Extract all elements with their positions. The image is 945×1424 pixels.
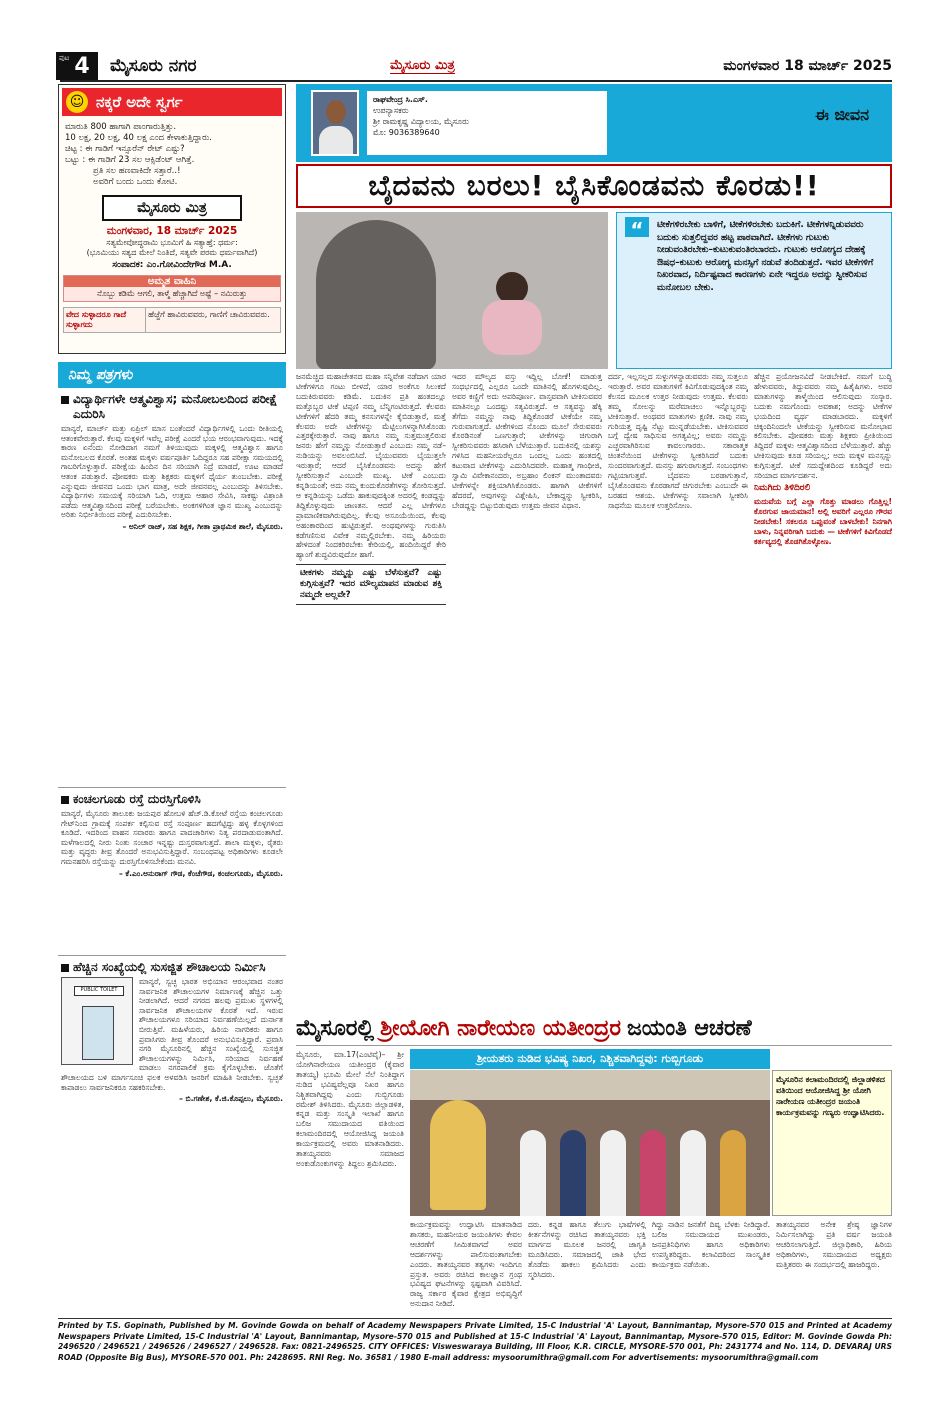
public-toilet-illustration — [61, 977, 133, 1065]
question-box: ಟೀಕಗಳು ನಮ್ಮನ್ನು ಎಷ್ಟು ಬೆಳೆಸುತ್ತವೆ? ಎಷ್ಟು ಕುಗ್ಗಿಸುತ್ತವೆ? ಇದರ ಮೌಲ್ಯಮಾಪನ ಮಾಡುವ ಶಕ್ತಿ ನಮ್ಮದೇ ಅಲ್ಲವೇ? — [296, 564, 446, 605]
page-number: 4 — [74, 53, 90, 79]
article-text: ಇದರ ಮೌಲ್ಯದ ವಸ್ತು ಇದ್ದಿಲ್ಲ ಬೋಕೆ! ಮಾಡುತ್ತ ಸಂಧರ್ಭದಲ್ಲಿ ಎಲ್ಲರೂ ಒಂದೇ ಮಾತಿನಲ್ಲಿ ಹೊಗಳುವುದಿಲ್ಲ. ಅವರ ಕಣ್ಣಿಗೆ ಅದು ಅಪರಿಪೂರ್ಣ. ವಾಸ್ತವವಾಗಿ ಟೀಕಿಸುವವರ ಮಾತಿನಲ್ಲೂ ಒಂದಷ್ಟು ಸತ್ಯವಿರುತ್ತದೆ. ಆ ಸತ್ಯವನ್ನು ಹೆಕ್ಕಿ ತೆಗೆದು ನಮ್ಮನ್ನು ನಾವು ತಿದ್ದಿಕೊಂಡರೆ ಟೀಕೆಯೇ ನಮ್ಮ ಗುರುವಾಗುತ್ತದೆ. ಟೀಕೆಗಳಿಂದ ನೊಂದು ಮೂಲೆ ಸೇರುವವರು ಕೊರಡಿನಂತೆ ಒಣಗುತ್ತಾರೆ; ಟೀಕೆಗಳನ್ನು ಚಿಗುರಾಗಿ ಸ್ವೀಕರಿಸುವವರು ಹಸಿರಾಗಿ ಬೆಳೆಯುತ್ತಾರೆ. ಬದುಕಿನಲ್ಲಿ ಯಶಸ್ಸು ಗಳಿಸಿದ ಮಹನೀಯರೆಲ್ಲರೂ ಒಂದಲ್ಲ ಒಂದು ಹಂತದಲ್ಲಿ ಕಟುವಾದ ಟೀಕೆಗಳನ್ನು ಎದುರಿಸಿದವರೇ. ಮಹಾತ್ಮ ಗಾಂಧೀಜಿ, ಸ್ವಾಮಿ ವಿವೇಕಾನಂದರು, ಅಬ್ರಹಾಂ ಲಿಂಕನ್ ಮುಂತಾದವರು ಟೀಕೆಗಳನ್ನೇ ಶಕ್ತಿಯಾಗಿಸಿಕೊಂಡರು. ಹಾಗಾಗಿ ಟೀಕೆಗಳಿಗೆ ಹೆದರದೆ, ಅವುಗಳನ್ನು ವಿಶ್ಲೇಷಿಸಿ, ಬೇಕಾದ್ದನ್ನು ಸ್ವೀಕರಿಸಿ, ಬೇಡದ್ದನ್ನು ಬಿಟ್ಟುಬಿಡುವುದು ಉತ್ತಮ ಜೀವನ ವಿಧಾನ. — [452, 372, 602, 510]
joke-box — [58, 84, 286, 354]
article-column-3 — [608, 372, 748, 1008]
laughing-face-icon: ☺ — [66, 91, 88, 113]
issue-date: ಮಂಗಳವಾರ 18 ಮಾರ್ಚ್ 2025 — [723, 58, 892, 74]
story-column-1 — [296, 1050, 404, 1312]
motto — [59, 238, 285, 258]
joke-header — [62, 88, 282, 116]
letter-headline — [61, 792, 283, 807]
letter-body: ಮಾನ್ಯರೆ, ಮಾರ್ಚ್ ಮತ್ತು ಏಪ್ರಿಲ್ ಮಾಸ ಬಂತೆಂದರೆ ವಿದ್ಯಾರ್ಥಿಗಳಲ್ಲಿ ಒಂದು ರೀತಿಯಲ್ಲಿ ಆತಂಕವೇರುತ್ತಾರೆ. ಕೆಲವು ಮಕ್ಕಳಿಗೆ ಇವೆಲ್ಲ ಪರೀಕ್ಷೆ ಎಂದರೆ ಭಯ ಆರಂಭವಾಗುವುದು. ಇದಕ್ಕೆ ಕಾರಣ ಏನೆಂದು ನೋಡಿದಾಗ ನಮಗೆ ತಿಳಿಯುವುದು ಮಕ್ಕಳಲ್ಲಿ ಆತ್ಮವಿಶ್ವಾಸ ಹಾಗೂ ಮನೋಬಲದ ಕೊರತೆ. ಅಂತಹ ಮಕ್ಕಳು ವರ್ಷಪೂರ್ತಿ ಓದಿದ್ದರೂ ಸಹ ಪರೀಕ್ಷಾ ಸಮಯದಲ್ಲಿ ಗಾಬರಿಗೊಳ್ಳುತ್ತಾರೆ. ಪರೀಕ್ಷೆಯ ಹಿಂದಿನ ದಿನ ಸರಿಯಾಗಿ ನಿದ್ರೆ ಮಾಡದೆ, ಊಟ ಮಾಡದೆ ಆತಂಕ ಪಡುತ್ತಾರೆ. ಪೋಷಕರು ಮತ್ತು ಶಿಕ್ಷಕರು ಮಕ್ಕಳಿಗೆ ಧೈರ್ಯ ತುಂಬಬೇಕು. ಪರೀಕ್ಷೆ ಎನ್ನುವುದು ಜೀವನದ ಒಂದು ಭಾಗ ಮಾತ್ರ, ಅದೇ ಜೀವನವಲ್ಲ ಎಂಬುದನ್ನು ತಿಳಿಸಬೇಕು. ವಿದ್ಯಾರ್ಥಿಗಳು ಸಮಯಕ್ಕೆ ಸರಿಯಾಗಿ ಓದಿ, ಉತ್ತಮ ಆಹಾರ ಸೇವಿಸಿ, ಸಾಕಷ್ಟು ವಿಶ್ರಾಂತಿ ಪಡೆದು ಆತ್ಮವಿಶ್ವಾಸದಿಂದ ಪರೀಕ್ಷೆ ಬರೆಯಬೇಕು. ಅಂಕಗಳಿಗಿಂತ ಜ್ಞಾನ ಮುಖ್ಯ ಎಂಬುದನ್ನು ಅರಿತು ನಿರ್ಭೀತಿಯಿಂದ ಪರೀಕ್ಷೆ ಎದುರಿಸಬೇಕು. — [61, 424, 283, 520]
headline-part: ಮೈಸೂರಲ್ಲಿ — [296, 1016, 375, 1041]
pull-quote — [616, 212, 892, 369]
story-headline — [296, 1012, 892, 1046]
joke-line: 10 ಲಕ್ಷ, 20 ಲಕ್ಷ, 40 ಲಕ್ಷ ಎಂದ ಕೇಳಾಕುತ್ತಿದ್ದಾರು. — [65, 133, 212, 143]
headline-part: ಜಯಂತಿ ಆಚರಣೆ — [626, 1016, 752, 1041]
proverb-box — [63, 307, 281, 333]
paper-logo: ಮೈಸೂರು ಮಿತ್ರ — [102, 195, 242, 221]
feature-headline: ಬೈದವನು ಬರಲು! ಬೈಸಿಕೊಂಡವನು ಕೊರಡು!! — [296, 164, 892, 208]
column-name: ಈ ಜೀವನ — [815, 105, 869, 124]
letter-headline — [61, 960, 283, 975]
motto-line: (ಭೂಮಿಯು ಸತ್ಯದ ಮೇಲೆ ನಿಂತಿದೆ, ಸತ್ಯವೇ ಪರಮ ಧರ್ಮವಾಗಿದೆ) — [86, 248, 258, 257]
column-subhead: ನಿಮಗಿದು ತಿಳಿದಿರಲಿ — [754, 482, 811, 493]
author-body — [319, 126, 353, 154]
story-column-2 — [410, 1220, 522, 1314]
story-text: ಗಿದ್ದು ನಾಡಿನ ಜನತೆಗೆ ದಿವ್ಯ ಬೆಳಕು ನೀಡಿದ್ದಾರೆ. ಬಲಿಜ ಸಮುದಾಯದ ಮುಖಂಡರು, ಜನಪ್ರತಿನಿಧಿಗಳು ಹಾಗೂ ಅಧಿಕಾರಿಗಳು ಉಪಸ್ಥಿತರಿದ್ದರು. ಕಲಾವಿದರಿಂದ ಸಾಂಸ್ಕೃತಿಕ ಕಾರ್ಯಕ್ರಮ ನಡೆಯಿತು. — [652, 1220, 770, 1269]
author-card — [367, 91, 607, 155]
imprint-footer: Printed by T.S. Gopinath, Published by M. Govinde Gowda on behalf of Academy Newspapers Private Limited, 15-C Industrial 'A' Layout, Bannimantap, Mysore-570 015 and Printed at Academy Newspapers Private Limited, 15-C Industrial 'A' Layout, Bannimantap, Mysore-570 015 and Published at 15-C Industrial 'A' Layout, Bannimantap, Mysore-570 015, Editor: M. Govinde Gowda Ph: 2496520 / 2496521 / 2496526 / 2496527 / 2496528. Fax: 0821-2496525. CITY OFFICES: Visweswaraya Building, III Floor, K.R. CIRCLE, MYSORE-570 001, Ph: 2431774 and No. 114, D. DEVARAJ URS ROAD (Opposite Big Bus), MYSORE-570 001. Ph: 2428695. RNI Reg. No. 36581 / 1980 E-mail address: mysoorumithra@gmail.com For advertisements: mysoorumithra@gmail.com — [58, 1318, 892, 1363]
story-text: ದರು. ಕನ್ನಡ ಹಾಗೂ ತೆಲುಗು ಭಾಷೆಗಳಲ್ಲಿ ಕೀರ್ತನೆಗಳನ್ನು ರಚಿಸಿದ ತಾತಯ್ಯನವರು ಭಕ್ತಿ ಮಾರ್ಗದ ಮೂಲಕ ಜನರಲ್ಲಿ ಜಾಗೃತಿ ಮೂಡಿಸಿದರು. ಸಮಾಜದಲ್ಲಿ ಜಾತಿ ಭೇದ ತೊಡೆದು ಹಾಕಲು ಶ್ರಮಿಸಿದರು ಎಂದು ಸ್ಮರಿಸಿದರು. — [528, 1220, 646, 1279]
sad-girl-illustration — [296, 212, 608, 369]
person-figure — [640, 1130, 666, 1216]
proverb-text: ಹೆಜ್ಜೆಗೆ ಹಾವಿರುವವರು, ಗಾಣಿಗೆ ಚಾವಿರುವವರು. — [148, 310, 270, 319]
shadow-figure — [316, 220, 436, 369]
idol-figure — [430, 1100, 486, 1210]
letter-signature: – ಕೆ.ಎಂ.ಅನುರಾಗ್ ಗೌಡ, ಕೆಂಚೆಗೌಡ, ಕಂಚಲಗೂಡು, ಮೈಸೂರು. — [118, 868, 283, 878]
letter-title: ವಿದ್ಯಾರ್ಥಿಗಳೇ ಆತ್ಮವಿಶ್ವಾಸ; ಮನೋಬಲದಿಂದ ಪರೀಕ್ಷೆ ಎದುರಿಸಿ — [73, 392, 278, 421]
letter-item — [58, 788, 286, 956]
person-figure — [560, 1130, 586, 1216]
letter-title: ಹೆಚ್ಚಿನ ಸಂಖ್ಯೆಯಲ್ಲಿ ಸುಸಜ್ಜಿತ ಶೌಚಾಲಯ ನಿರ್ಮಿಸಿ — [73, 960, 266, 974]
joke-line: ಪ್ರತಿ ಸಲ ಹಣವಾಕಿದೇ ಸತ್ತಾರೆ..! — [93, 166, 181, 176]
proverb-label: ವೇದ ಸುಳ್ಳಾದರೂ ಗಾದೆ ಸುಳ್ಳಾಗದು — [64, 308, 146, 332]
bullet-square-icon — [61, 796, 69, 804]
event-photo — [410, 1070, 770, 1216]
joke-line: ಚಿಟ್ಟ : ಈ ಗಾಡಿಗೆ ಇನ್ಸೂರೆನ್ ರೇಟ್ ಎಷ್ಟು? — [65, 144, 185, 154]
person-figure — [520, 1130, 546, 1216]
letter-signature: – ಅನಿಲ್ ರಾಜ್, ಸಹ ಶಿಕ್ಷಕ, ಗೀತಾ ಪ್ರಾಥಮಿಕ ಶಾಲೆ, ಮೈಸೂರು. — [122, 521, 283, 531]
joke-line: ಅವರಿಗೆ ಬಂದು ಒಂದು ಕೋಟಿ. — [93, 177, 178, 187]
letter-body: ಮಾನ್ಯರೆ, ಸ್ವಚ್ಛ ಭಾರತ ಅಭಿಯಾನ ಆರಂಭವಾದ ನಂತರ ಸಾರ್ವಜನಿಕ ಶೌಚಾಲಯಗಳ ನಿರ್ಮಾಣಕ್ಕೆ ಹೆಚ್ಚಿನ ಒತ್ತು ನೀಡಲಾಗಿದೆ. ಆದರೆ ನಗರದ ಹಲವು ಪ್ರಮುಖ ಸ್ಥಳಗಳಲ್ಲಿ ಸಾರ್ವಜನಿಕ ಶೌಚಾಲಯಗಳ ಕೊರತೆ ಇದೆ. ಇರುವ ಶೌಚಾಲಯಗಳೂ ಸರಿಯಾದ ನಿರ್ವಹಣೆಯಿಲ್ಲದೆ ದುರ್ನಾತ ಬೀರುತ್ತಿವೆ. ಮಹಿಳೆಯರು, ಹಿರಿಯ ನಾಗರಿಕರು ಹಾಗೂ ಪ್ರವಾಸಿಗರು ತೀವ್ರ ತೊಂದರೆ ಅನುಭವಿಸುತ್ತಿದ್ದಾರೆ. ಪ್ರವಾಸಿ ನಗರಿ ಮೈಸೂರಿನಲ್ಲಿ ಹೆಚ್ಚಿನ ಸಂಖ್ಯೆಯಲ್ಲಿ ಸುಸಜ್ಜಿತ ಶೌಚಾಲಯಗಳನ್ನು ನಿರ್ಮಿಸಿ, ಸರಿಯಾದ ನಿರ್ವಹಣೆ ಮಾಡಲು ನಗರಪಾಲಿಕೆ ಕ್ರಮ ಕೈಗೊಳ್ಳಬೇಕು. ಜೊತೆಗೆ ಶೌಚಾಲಯದ ಬಳಿ ಮಾರ್ಗಸೂಚಿ ಫಲಕ ಅಳವಡಿಸಿ ಜನರಿಗೆ ಮಾಹಿತಿ ನೀಡಬೇಕು. ಸ್ವಚ್ಛತೆ ಕಾಪಾಡಲು ಸಾರ್ವಜನಿಕರೂ ಸಹಕರಿಸಬೇಕು. — [61, 977, 283, 1092]
quote-text: ನೊಬ್ಬು ಕಡಿಮೆ ಆಗಲಿ, ತಾಳ್ಮೆ ಹೆಚ್ಚಾಗಿದೆ ಅಷ್ಟೆ – ನಮಿರುತ್ತು — [97, 289, 247, 298]
feature-header — [296, 84, 892, 162]
article-text: ಹೆಚ್ಚಿನ ಪ್ರಯೋಜನವಿದೆ ನೀಡಬೇಕಿದೆ. ನಮಗೆ ಬುದ್ಧಿ ಹೇಳುವವರು, ತಿದ್ದುವವರು ನಮ್ಮ ಹಿತೈಷಿಗಳು. ಅವರ ಮಾತುಗಳನ್ನು ತಾಳ್ಮೆಯಿಂದ ಆಲಿಸುವುದು ಸಂಸ್ಕಾರ. ಬದುಕು ನಮಗೊಂದು ಅವಕಾಶ; ಅದನ್ನು ಟೀಕೆಗಳ ಭಯದಿಂದ ವ್ಯರ್ಥ ಮಾಡಬಾರದು. ಮಕ್ಕಳಿಗೆ ಚಿಕ್ಕಂದಿನಿಂದಲೇ ಟೀಕೆಯನ್ನು ಸ್ವೀಕರಿಸುವ ಮನೋಭಾವ ಕಲಿಸಬೇಕು. ಪೋಷಕರು ಮತ್ತು ಶಿಕ್ಷಕರು ಪ್ರೀತಿಯಿಂದ ತಿದ್ದಿದರೆ ಮಕ್ಕಳು ಆತ್ಮವಿಶ್ವಾಸದಿಂದ ಬೆಳೆಯುತ್ತಾರೆ. ಹೆಚ್ಚು ಟೀಕಿಸುವುದು ಕೂಡ ಸರಿಯಲ್ಲ; ಅದು ಮಕ್ಕಳ ಮನಸ್ಸನ್ನು ಕುಗ್ಗಿಸುತ್ತದೆ. ಟೀಕೆ ಸದುದ್ದೇಶದಿಂದ ಕೂಡಿದ್ದರೆ ಅದು ಸರಿಯಾದ ಮಾರ್ಗದರ್ಶನ. — [754, 372, 892, 481]
article-column-4 — [754, 372, 892, 1008]
girl-body — [482, 300, 542, 355]
photo-caption: ಮೈಸೂರಿನ ಕಲಾಮಂದಿರದಲ್ಲಿ ಜಿಲ್ಲಾಡಳಿತದ ವತಿಯಿಂದ ಆಯೋಜಿಸಿದ್ದ ಶ್ರೀ ಯೋಗಿ ನಾರೇಯಣ ಯತೀಂದ್ರರ ಜಯಂತಿ ಕಾರ್ಯಕ್ರಮವನ್ನು ಗಣ್ಯರು ಉದ್ಘಾಟಿಸಿದರು. — [772, 1070, 892, 1216]
headline-highlight: ಶ್ರೀಯೋಗಿ ನಾರೇಯಣ ಯತೀಂದ್ರರ — [380, 1016, 621, 1041]
quote-box — [63, 275, 281, 302]
highlight-text: ಮದುವೆಯ ಬಗ್ಗೆ ಎಲ್ಲಾ ಗೊತ್ತು ಮಾಡಲು ಗೊತ್ತಿಲ್ಲ! ಕೊರಗುವ ಜಾಯಮಾನ! ಅಲ್ಲಿ ಅವರಿಗೆ ಎಲ್ಲರೂ ಗೌರವ ನೀಡಬೇಕು! ಸಕಲರೂ ಒಪ್ಪುವಂತೆ ಬಾಳಬೇಕು! ನಿನಗಾಗಿ ಬಾಳು, ನಿನ್ನವರಿಗಾಗಿ ಬದುಕು — ಟೀಕೆಗಳಿಗೆ ಕಿವಿಗೊಡದೆ ಕರ್ತವ್ಯದಲ್ಲಿ ತೊಡಗಿಕೊಳ್ಳೋಣ. — [754, 496, 892, 546]
publication-date: ಮಂಗಳವಾರ, 18 ಮಾರ್ಚ್ 2025 — [106, 225, 238, 237]
author-head — [326, 100, 346, 124]
editor-line: ಸಂಪಾದಕ: ಎಂ.ಗೋವಿಂದೇಗೌಡ M.A. — [112, 260, 232, 270]
joke-text — [59, 119, 285, 191]
article-column-2 — [452, 372, 602, 1008]
page-number-badge — [56, 52, 98, 80]
left-column — [58, 84, 286, 1256]
author-org: ಶ್ರೀ ರಾಮಕೃಷ್ಣ ವಿದ್ಯಾಲಯ, ಮೈಸೂರು — [373, 117, 469, 126]
letter-headline — [61, 392, 283, 422]
letter-signature: – ಬಿ.ಗಣೇಶ, ಕೆ.ಜಿ.ಕೊಪ್ಪಲು, ಮೈಸೂರು. — [179, 1094, 283, 1104]
author-name: ರಾಘವೇಂದ್ರ ಸಿ.ಎಸ್. — [373, 95, 428, 104]
article-text: ದರ್ದ, ಇಲ್ಲಸಲ್ಲದ ಸುಳ್ಳುಗಳನ್ನಾಡುವವರು ನಮ್ಮ ಸುತ್ತಲೂ ಇರುತ್ತಾರೆ. ಅವರ ಮಾತುಗಳಿಗೆ ಕಿವಿಗೊಡುವುದಕ್ಕಿಂತ ನಮ್ಮ ಕೆಲಸದ ಮೂಲಕ ಉತ್ತರ ನೀಡುವುದು ಉತ್ತಮ. ಕೆಲವರು ತಮ್ಮ ಸೋಲನ್ನು ಮರೆಮಾಚಲು ಇನ್ನೊಬ್ಬರನ್ನು ಟೀಕಿಸುತ್ತಾರೆ. ಅಂಥವರ ಮಾತುಗಳು ಕ್ಷಣಿಕ. ನಾವು ನಮ್ಮ ಗುರಿಯತ್ತ ದೃಷ್ಟಿ ನೆಟ್ಟು ಮುನ್ನಡೆಯಬೇಕು. ಟೀಕಿಸುವವರ ಬಗ್ಗೆ ದ್ವೇಷ ಸಾಧಿಸುವ ಅಗತ್ಯವಿಲ್ಲ; ಅವರು ನಮ್ಮನ್ನು ಎಚ್ಚರವಾಗಿರಿಸುವ ಕಾವಲುಗಾರರು. ಸಕಾರಾತ್ಮಕ ಚಿಂತನೆಯಿಂದ ಟೀಕೆಗಳನ್ನು ಸ್ವೀಕರಿಸಿದರೆ ಬದುಕು ಸುಂದರವಾಗುತ್ತದೆ. ಮನಸ್ಸು ಹಗುರಾಗುತ್ತದೆ. ಸಂಬಂಧಗಳು ಗಟ್ಟಿಯಾಗುತ್ತವೆ. ಬೈದವನು ಬರಡಾಗುತ್ತಾನೆ, ಬೈಸಿಕೊಂಡವನು ಕೊರಡಾಗದೆ ಚಿಗುರಬೇಕು ಎಂಬುದೇ ಈ ಬರಹದ ಆಶಯ. ಟೀಕೆಗಳನ್ನು ಸವಾಲಾಗಿ ಸ್ವೀಕರಿಸಿ ಸಾಧನೆಯ ಮೂಲಕ ಉತ್ತರಿಸೋಣ. — [608, 372, 748, 510]
letters-title: ನಿಮ್ಮ ಪತ್ರಗಳು — [68, 367, 133, 383]
person-figure — [680, 1130, 706, 1216]
letter-item — [58, 956, 286, 1256]
motto-line: ಸತ್ಯಮೇವೋದ್ಧರಾಮಿ ಭೂಮಿಗೆ ಹಿ ಸತ್ಯಾಹ್ತೆ: ಧರ್ಮ: — [106, 238, 238, 247]
author-role: ಉಪನ್ಯಾಸಕರು — [373, 106, 409, 115]
pull-quote-text: ಟೀಕೆಗಳಿರಬೇಕು ಬಾಳಿಗೆ, ಟೀಕೆಗಳಿರಬೇಕು ಬದುಕಿಗೆ. ಟೀಕೆಗಳನ್ನಿಡುವವರು ಬದುಕು ಸುತ್ತಲಿದ್ದವರ ಹಟ್ಟ ಪಾಠವಾಗಿದೆ. ಟೀಕೆಗಳು ಗುಟುಕು ನೀಡುವಂತಿರಬೇಕು–ಕುಟುಕುವಂತಿರಬಾರದು. ಗುಟುಕು ಆರೋಗ್ಯದ ದೇಹಕ್ಕೆ ಔಷಧ–ಕುಟುಕು ಆರೋಗ್ಯ ಮನಸ್ಸಿಗೆ ನಡುವೆ ತಂದಿಡುತ್ತದೆ. ಇವರ ಟೀಕೆಗಳಿಗೆ ನಿಖರವಾದ, ನಿರ್ದಿಷ್ಟವಾದ ಕಾರಣಗಳು ಏನೇ ಇದ್ದರೂ ಅದನ್ನು ಸ್ವೀಕರಿಸುವ ಮನೋಬಲ ಬೇಕು. — [657, 220, 874, 293]
page-label: ಪುಟ — [59, 54, 70, 62]
story-text: ತಾತಯ್ಯನವರ ಅನೇಕ ಶ್ರೇಷ್ಠ ಜ್ಞಾನಿಗಳ ನಿರ್ಮಿಸಲಾಗಿದ್ದು ಪ್ರತಿ ವರ್ಷ ಜಯಂತಿ ಆಚರಿಸಲಾಗುತ್ತಿದೆ. ಜಿಲ್ಲಾಧಿಕಾರಿ, ಹಿರಿಯ ಅಧಿಕಾರಿಗಳು, ಸಮುದಾಯದ ಅಧ್ಯಕ್ಷರು ಮತ್ತಿತರರು ಈ ಸಂದರ್ಭದಲ್ಲಿ ಹಾಜರಿದ್ದರು. — [776, 1220, 892, 1269]
story-text: ಮೈಸೂರು, ಮಾ.17(ಎಂಟಿವೈ)– ಶ್ರೀ ಯೋಗಿನಾರೇಯಣ ಯತೀಂದ್ರರ (ಕೈವಾರ ತಾತಯ್ಯ) ಭೂಮಿ ಮೇಲೆ ನೆಲೆ ನಿಂತಿದ್ದಾಗ ನುಡಿದ ಭವಿಷ್ಯವೆಲ್ಲವೂ ನಿಖರ ಹಾಗೂ ನಿಶ್ಚಿತವಾಗಿದ್ದವು ಎಂದು ಗುಬ್ಬಿಗೂಡು ರಮೇಶ್ ತಿಳಿಸಿದರು. ಮೈಸೂರು ಜಿಲ್ಲಾಡಳಿತ, ಕನ್ನಡ ಮತ್ತು ಸಂಸ್ಕೃತಿ ಇಲಾಖೆ ಹಾಗೂ ಬಲಿಜ ಸಮುದಾಯದ ವತಿಯಿಂದ ಕಲಾಮಂದಿರದಲ್ಲಿ ಆಯೋಜಿಸಿದ್ದ ಜಯಂತಿ ಕಾರ್ಯಕ್ರಮದಲ್ಲಿ ಅವರು ಮಾತನಾಡಿದರು. ತಾತಯ್ಯನವರು ಸಮಾಜದ ಅಂಕುಡೊಂಕುಗಳನ್ನು ತಿದ್ದಲು ಶ್ರಮಿಸಿದರು. — [296, 1050, 404, 1168]
author-photo — [311, 90, 359, 156]
article-column-1 — [296, 372, 446, 1008]
article-text: ಜನಮೆಚ್ಚಿದ ಮಹಾಚೇತನದ ಮಹಾ ಸನ್ನಿವೇಶ ನಡೆದಾಗ ಯಾರ ಟೀಕೆಗಳಿಗೂ ಗಂಟು ಬೀಳದೆ, ಯಾರ ಅಂಕೆಗೂ ಸಿಲುಕದೆ ಬದುಕಿರುವವರು ಕಡಿಮೆ. ಬದುಕಿನ ಪ್ರತಿ ಹಂತದಲ್ಲೂ ಮತ್ತೊಬ್ಬರ ಟೀಕೆ ಟಿಪ್ಪಣಿ ನಮ್ಮ ಬೆನ್ನಿಗಂಟಿರುತ್ತದೆ. ಕೆಲವರು ಟೀಕೆಗಳಿಗೆ ಹೆದರಿ ತಮ್ಮ ಕನಸುಗಳನ್ನೇ ಕೈಬಿಡುತ್ತಾರೆ, ಮತ್ತೆ ಕೆಲವರು ಅದೇ ಟೀಕೆಗಳನ್ನು ಮೆಟ್ಟಿಲುಗಳನ್ನಾಗಿಸಿಕೊಂಡು ಎತ್ತರಕ್ಕೇರುತ್ತಾರೆ. ನಾವು ಹಾಗೂ ನಮ್ಮ ಸುತ್ತಮುತ್ತಲಿರುವ ಜನರು ಹೇಗೆ ನಮ್ಮನ್ನು ನೋಡುತ್ತಾರೆ ಎಂಬುದು ನಮ್ಮ ನಡೆ–ನುಡಿಯನ್ನು ಅವಲಂಬಿಸಿದೆ. ಬೈಯುವವರು ಬೈಯುತ್ತಲೇ ಇರುತ್ತಾರೆ; ಆದರೆ ಬೈಸಿಕೊಂಡವನು ಅದನ್ನು ಹೇಗೆ ಸ್ವೀಕರಿಸುತ್ತಾನೆ ಎಂಬುದೇ ಮುಖ್ಯ. ಟೀಕೆ ಎಂಬುದು ಕನ್ನಡಿಯಂತೆ; ಅದು ನಮ್ಮ ಕುಂದುಕೊರತೆಗಳನ್ನು ತೋರಿಸುತ್ತದೆ. ಆ ಕನ್ನಡಿಯನ್ನು ಒಡೆದು ಹಾಕುವುದಕ್ಕಿಂತ ಅದರಲ್ಲಿ ಕಂಡದ್ದನ್ನು ತಿದ್ದಿಕೊಳ್ಳುವುದು ಜಾಣತನ. ಆದರೆ ಎಲ್ಲ ಟೀಕೆಗಳೂ ಪ್ರಾಮಾಣಿಕವಾಗಿರುವುದಿಲ್ಲ. ಕೆಲವು ಅಸೂಯೆಯಿಂದ, ಕೆಲವು ಅಹಂಕಾರದಿಂದ ಹುಟ್ಟಿರುತ್ತವೆ. ಅಂಥವುಗಳನ್ನು ಗುರುತಿಸಿ ಕಡೆಗಣಿಸುವ ವಿವೇಕ ನಮ್ಮಲ್ಲಿರಬೇಕು. ನಮ್ಮ ಹಿರಿಯರು ಹೇಳಿದಂತೆ ನಿಂದಕರಿರಬೇಕು ಕೇರಿಯಲ್ಲಿ, ಹಂದಿಯಿದ್ದರೆ ಕೇರಿ ಹ್ಯಾಂಗೆ ಶುದ್ಧವಿರುವುದೋ ಹಾಗೆ. — [296, 372, 446, 560]
masthead — [60, 52, 892, 82]
person-figure — [600, 1130, 626, 1216]
stage-banner — [410, 1070, 770, 1100]
quote-mark-icon: “ — [625, 217, 649, 237]
joke-title: ನಕ್ಕರೆ ಅದೇ ಸ್ವರ್ಗ — [96, 93, 183, 111]
section-name: ಮೈಸೂರು ನಗರ — [110, 56, 197, 76]
quote-title: ಅಮೃತ ವಾಹಿನಿ — [64, 276, 280, 287]
story-text: ಕಾರ್ಯಕ್ರಮವನ್ನು ಉದ್ಘಾಟಿಸಿ ಮಾತನಾಡಿದ ಶಾಸಕರು, ಮಹನೀಯರ ಜಯಂತಿಗಳು ಕೇವಲ ಆಚರಣೆಗೆ ಸೀಮಿತವಾಗದೆ ಅವರ ಆದರ್ಶಗಳನ್ನು ಪಾಲಿಸುವಂತಾಗಬೇಕು ಎಂದರು. ತಾತಯ್ಯನವರ ತತ್ವಗಳು ಇಂದಿಗೂ ಪ್ರಸ್ತುತ. ಅವರು ರಚಿಸಿದ ಕಾಲಜ್ಞಾನ ಗ್ರಂಥ ಭವಿಷ್ಯದ ಘಟನೆಗಳನ್ನು ಸ್ಪಷ್ಟವಾಗಿ ವಿವರಿಸಿದೆ. ರಾಜ್ಯ ಸರ್ಕಾರ ಕೈವಾರ ಕ್ಷೇತ್ರದ ಅಭಿವೃದ್ಧಿಗೆ ಅನುದಾನ ನೀಡಿದೆ. — [410, 1220, 522, 1309]
bullet-square-icon — [61, 964, 69, 972]
letter-title: ಕಂಚಲಗೂಡು ರಸ್ತೆ ದುರಸ್ತಿಗೊಳಿಸಿ — [73, 792, 201, 806]
story-column-3 — [528, 1220, 646, 1314]
person-figure — [720, 1130, 746, 1216]
story-column-5 — [776, 1220, 892, 1314]
paper-name: ಮೈಸೂರು ಮಿತ್ರ — [390, 58, 455, 73]
story-subhead: ಶ್ರೀಯತರು ನುಡಿದ ಭವಿಷ್ಯ ನಿಖರ, ನಿಶ್ಚಿತವಾಗಿದ್ದವು: ಗುಬ್ಬಿಗೂಡು — [410, 1049, 770, 1069]
toilet-sign: PUBLIC TOILET — [74, 986, 124, 996]
bullet-square-icon — [61, 396, 69, 404]
joke-line: ಮಾರುತಿ 800 ಹಾಗಾಗಿ ಪಾಂಗಾರುತ್ತಿತ್ತು. — [65, 122, 177, 132]
letter-body: ಮಾನ್ಯರೆ, ಮೈಸೂರು ತಾಲೂಕು ಜಯಪುರ ಹೋಬಳಿ ಹೆಚ್.ಡಿ.ಕೋಟೆ ರಸ್ತೆಯ ಕಂಚಲಗೂಡು ಗೇಟ್‌ನಿಂದ ಗ್ರಾಮಕ್ಕೆ ಸಂಪರ್ಕ ಕಲ್ಪಿಸುವ ರಸ್ತೆ ಸಂಪೂರ್ಣ ಹದಗೆಟ್ಟಿದ್ದು ಹಳ್ಳ ಕೊಳ್ಳಗಳಿಂದ ಕೂಡಿದೆ. ಇದರಿಂದ ವಾಹನ ಸವಾರರು ಹಾಗೂ ಪಾದಚಾರಿಗಳು ನಿತ್ಯ ಪರದಾಡುವಂತಾಗಿದೆ. ಮಳೆಗಾಲದಲ್ಲಿ ನೀರು ನಿಂತು ಸಂಚಾರ ಇನ್ನಷ್ಟು ದುಸ್ತರವಾಗುತ್ತದೆ. ಶಾಲಾ ಮಕ್ಕಳು, ರೈತರು ಮತ್ತು ವೃದ್ಧರು ತೀವ್ರ ತೊಂದರೆ ಅನುಭವಿಸುತ್ತಿದ್ದಾರೆ. ಸಂಬಂಧಪಟ್ಟ ಅಧಿಕಾರಿಗಳು ಕೂಡಲೇ ಗಮನಹರಿಸಿ ರಸ್ತೆಯನ್ನು ದುರಸ್ತಿಗೊಳಿಸಬೇಕೆಂದು ಮನವಿ. — [61, 809, 283, 866]
letter-item — [58, 388, 286, 788]
joke-line: ಬಟ್ಟು : ಈ ಗಾಡಿಗೆ 23 ಸಲ ಆಕ್ಸಿಡೆಂಟ್ ಆಗಿತ್ತೆ. — [65, 155, 195, 165]
letters-banner — [58, 362, 286, 388]
toilet-door — [82, 1006, 114, 1060]
story-column-4 — [652, 1220, 770, 1314]
author-phone: ಮೊ: 9036389640 — [373, 128, 440, 137]
